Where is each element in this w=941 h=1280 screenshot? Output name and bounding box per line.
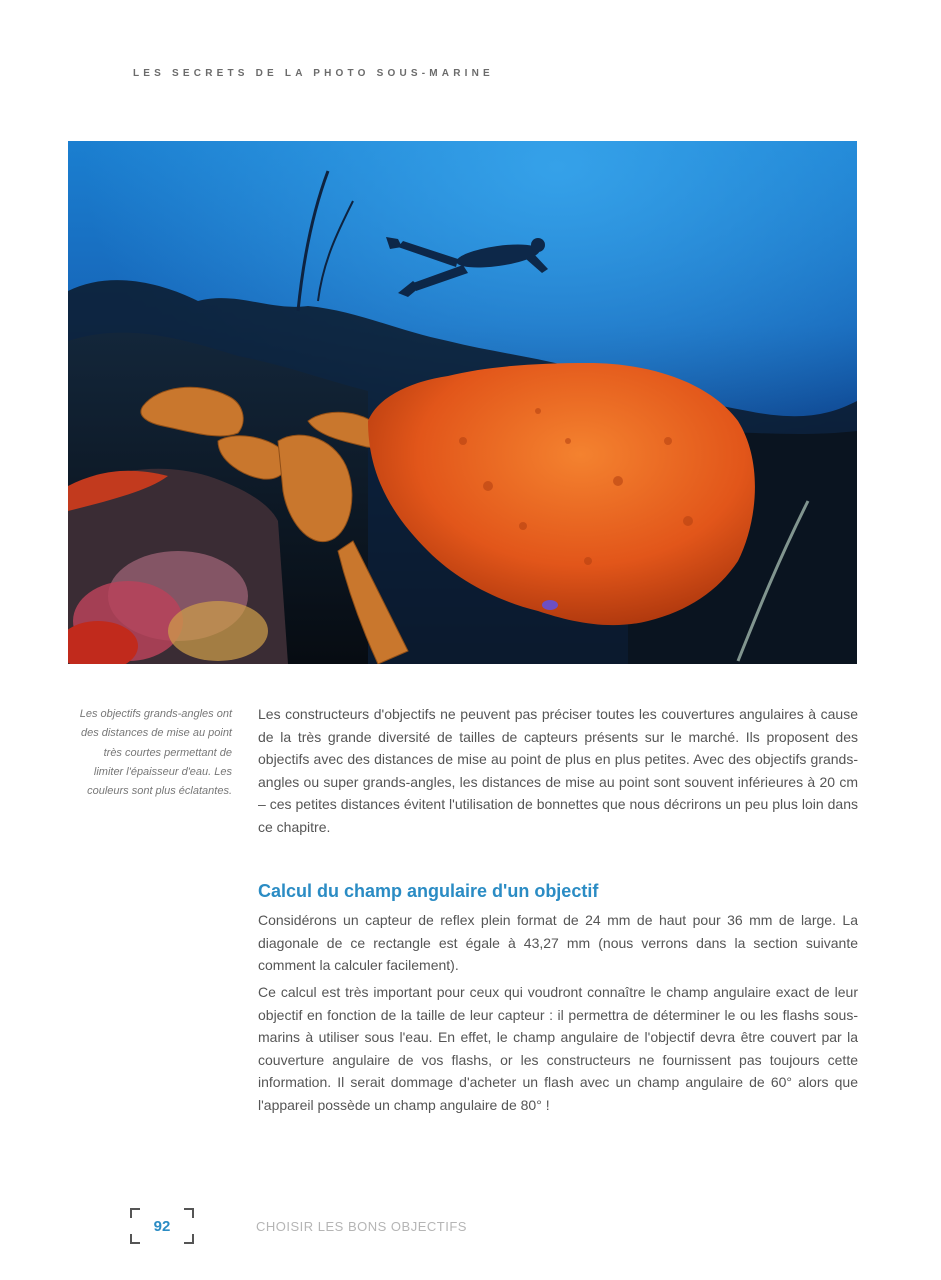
- body-paragraph-3: [258, 981, 858, 1117]
- body-paragraph-1: [258, 703, 858, 839]
- page-number: 92: [153, 1217, 171, 1235]
- corner-mark: [130, 1234, 140, 1244]
- corner-mark: [130, 1208, 140, 1218]
- paragraph-text: Ce calcul est très important pour ceux qui voudront connaître le champ angulaire exact de leur objectif en fonction de la taille de leur capteur : il permettra de déterminer le ou les flashs sous-marins à utiliser sous l'eau. En effet, le champ angulaire de l'objectif devra être couvert par la couverture angulaire de vos flashs, or les constructeurs ne fournissent pas toujours cette information. Il serait dommage d'acheter un flash avec un champ angulaire de 60° alors que l'appareil possède un champ angulaire de 80° !: [258, 984, 858, 1113]
- photo-caption: Les objectifs grands-angles ont des distances de mise au point très courtes permettant de limiter l'épaisseur d'eau. Les couleurs sont plus éclatantes.: [79, 708, 232, 798]
- underwater-photo: [68, 141, 857, 664]
- chapter-title: CHOISIR LES BONS OBJECTIFS: [256, 1218, 467, 1234]
- paragraph-text: Considérons un capteur de reflex plein format de 24 mm de haut pour 36 mm de large. La diagonale de ce rectangle est égale à 43,27 mm (nous verrons dans la section suivante comment la calculer facilement).: [258, 912, 858, 974]
- running-header: LES SECRETS DE LA PHOTO SOUS-MARINE: [133, 68, 494, 79]
- corner-mark: [184, 1208, 194, 1218]
- page-number-box: [130, 1208, 194, 1244]
- section-heading: Calcul du champ angulaire d'un objectif: [258, 881, 599, 901]
- corner-mark: [184, 1234, 194, 1244]
- body-paragraph-2: [258, 909, 858, 977]
- page-footer: [130, 1208, 467, 1244]
- paragraph-text: Les constructeurs d'objectifs ne peuvent pas préciser toutes les couvertures angulaires à cause de la très grande diversité de tailles de capteurs présents sur le marché. Ils proposent des objectifs avec des distances de mise au point de plus en plus petites. Avec des objectifs grands-angles ou super grands-angles, les distances de mise au point sont souvent inférieures à 20 cm – ces petites distances évitent l'utilisation de bonnettes que nous décrirons un peu plus loin dans ce chapitre.: [258, 706, 858, 835]
